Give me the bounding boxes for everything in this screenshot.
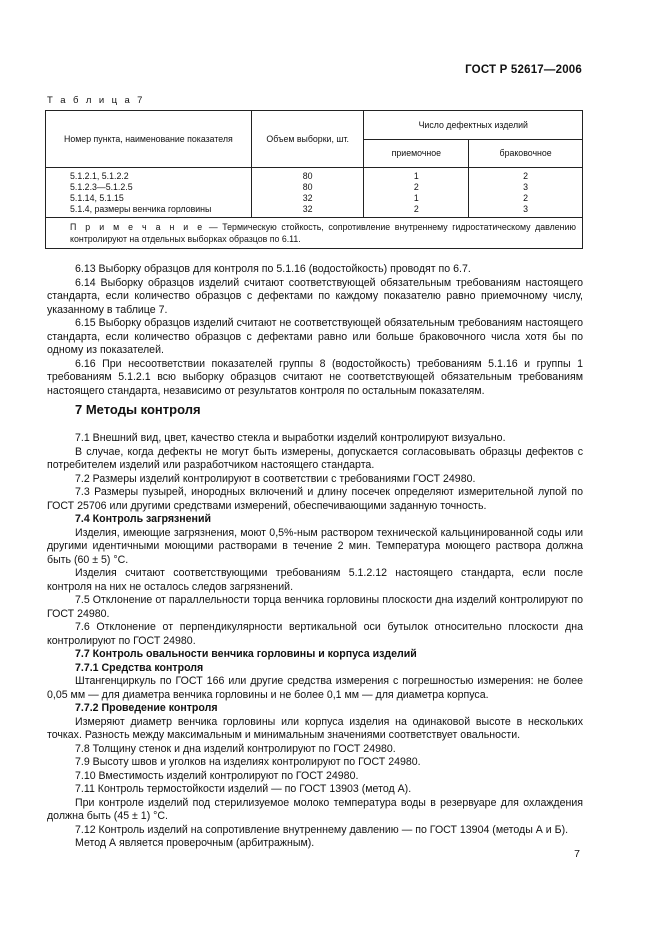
paragraph-6-15: 6.15 Выборку образцов изделий считают не соответствующей обязательным требованиям настоящего стандарта, если количество образцов с дефектами равно или больше браковочного числа хотя бы по одному из показателей. <box>47 317 583 356</box>
sample-cell: 32 <box>302 204 313 214</box>
table-caption: Т а б л и ц а 7 <box>47 95 145 106</box>
paragraph-7-4-a: Изделия, имеющие загрязнения, моют 0,5%-ным раствором технической кальцинированной соды или другими идентичными моющими растворами в течение 2 мин. Температура моющего раствора должна быть (60 ± 5) °С. <box>47 526 583 566</box>
paragraph-7-4-b: Изделия считают соответствующими требованиям 5.1.2.12 настоящего стандарта, если после контроля на них не осталось следов загрязнений. <box>47 567 583 593</box>
note-text: — Термическую стойкость, сопротивление внутреннему гидростатическому давлению контролируют на отдельных выборках образцов по 6.11. <box>70 222 577 244</box>
paragraph-7-6: 7.6 Отклонение от перпендикулярности вертикальной оси бутылок относительно плоскости дна контролируют по ГОСТ 24980. <box>47 621 583 647</box>
table-note-row <box>46 218 583 249</box>
paragraph-7-5: 7.5 Отклонение от параллельности торца венчика горловины плоскости дна изделий контролируют по ГОСТ 24980. <box>47 594 583 620</box>
table-note <box>46 218 583 249</box>
rejection-cell: 2 <box>523 193 529 203</box>
acceptance-column <box>364 168 469 218</box>
heading-7-7-2: 7.7.2 Проведение контроля <box>75 702 218 714</box>
item-column <box>46 168 252 218</box>
paragraph-6-14: 6.14 Выборку образцов изделий считают соответствующей обязательным требованиям настоящего стандарта, если количество образцов с дефектами по каждому показателю равно приемочному числу, указанному в таблице 7. <box>47 276 583 316</box>
table-row <box>46 168 583 218</box>
acceptance-cell: 2 <box>413 182 419 192</box>
acceptance-cell: 1 <box>413 171 419 181</box>
paragraph-7-7-1: Штангенциркуль по ГОСТ 166 или другие средства измерения с погрешностью измерения: не более 0,05 мм — для диаметра венчика горловины и не более 0,1 мм — для диаметра корпуса. <box>47 675 583 701</box>
header-rejection: браковочное <box>469 140 583 168</box>
paragraph-7-1: 7.1 Внешний вид, цвет, качество стекла и выработки изделий контролируют визуально. <box>75 432 506 444</box>
paragraph-7-9: 7.9 Высоту швов и уголков на изделиях контролируют по ГОСТ 24980. <box>75 756 421 768</box>
paragraph-7-8: 7.8 Толщину стенок и дна изделий контролируют по ГОСТ 24980. <box>75 742 396 755</box>
sample-cell: 80 <box>302 171 313 181</box>
table-7 <box>45 110 583 249</box>
paragraph-7-10: 7.10 Вместимость изделий контролируют по ГОСТ 24980. <box>75 769 359 782</box>
rejection-cell: 3 <box>523 204 529 214</box>
sample-cell: 32 <box>302 193 313 203</box>
paragraph-6-16: 6.16 При несоответствии показателей группы 8 (водостойкость) требованиям 5.1.16 и группы 1 требованиям 5.1.2.1 всю выборку образцов считают не соответствующей обязательным требованиям настоящего стандарта, независимо от результатов контроля по остальным показателям. <box>47 357 583 397</box>
sample-column <box>251 168 364 218</box>
header-sample-size: Объем выборки, шт. <box>251 111 364 168</box>
header-acceptance: приемочное <box>364 140 469 168</box>
page-number: 7 <box>574 848 580 860</box>
paragraph-7-3: 7.3 Размеры пузырей, инородных включений и длину посечек определяют измерительной лупой по ГОСТ 25706 или другими средствами измерений, обеспечивающими заданную точность. <box>47 486 583 512</box>
item-cell: 5.1.2.3—5.1.2.5 <box>70 182 133 192</box>
section-title: 7 Методы контроля <box>75 402 201 417</box>
standard-header: ГОСТ Р 52617—2006 <box>465 64 582 76</box>
note-lead: П р и м е ч а н и е <box>70 222 205 232</box>
heading-7-4: 7.4 Контроль загрязнений <box>75 513 211 525</box>
paragraph-7-11: 7.11 Контроль термостойкости изделий — по ГОСТ 13903 (метод А). <box>75 783 412 795</box>
paragraph-7-7-2: Измеряют диаметр венчика горловины или корпуса изделия на одинаковой высоте в нескольких точках. Разность между максимальным и минимальным значениями соответствует овальности. <box>47 715 583 741</box>
paragraph-7-2: 7.2 Размеры изделий контролируют в соответствии с требованиями ГОСТ 24980. <box>75 472 476 485</box>
item-cell: 5.1.14, 5.1.15 <box>70 193 124 203</box>
heading-7-7: 7.7 Контроль овальности венчика горловины и корпуса изделий <box>75 648 417 660</box>
heading-7-7-1: 7.7.1 Средства контроля <box>75 661 204 674</box>
rejection-cell: 2 <box>523 171 529 181</box>
rejection-column <box>469 168 583 218</box>
item-cell: 5.1.2.1, 5.1.2.2 <box>70 171 129 181</box>
paragraphs-6 <box>47 263 583 398</box>
section-7-body <box>47 432 583 851</box>
paragraph-7-12: 7.12 Контроль изделий на сопротивление внутреннему давлению — по ГОСТ 13904 (методы А и Б). <box>75 823 569 836</box>
header-defective-count: Число дефектных изделий <box>364 111 583 140</box>
item-cell: 5.1.4, размеры венчика горловины <box>70 204 212 214</box>
rejection-cell: 3 <box>523 182 529 192</box>
sample-cell: 80 <box>302 182 313 192</box>
acceptance-cell: 1 <box>413 193 419 203</box>
paragraph-6-13: 6.13 Выборку образцов для контроля по 5.1.16 (водостойкость) проводят по 6.7. <box>75 263 471 275</box>
paragraph-7-11-b: При контроле изделий под стерилизуемое молоко температура воды в резервуаре для охлаждения должна быть (45 ± 1) °С. <box>47 796 583 822</box>
header-item: Номер пункта, наименование показателя <box>46 111 252 168</box>
paragraph-7-12-b: Метод А является проверочным (арбитражным). <box>75 837 315 849</box>
paragraph-7-1-b: В случае, когда дефекты не могут быть измерены, допускается согласовывать образцы дефектов с потребителем изделий или разработчиком настоящего стандарта. <box>47 445 583 471</box>
acceptance-cell: 2 <box>413 204 419 214</box>
